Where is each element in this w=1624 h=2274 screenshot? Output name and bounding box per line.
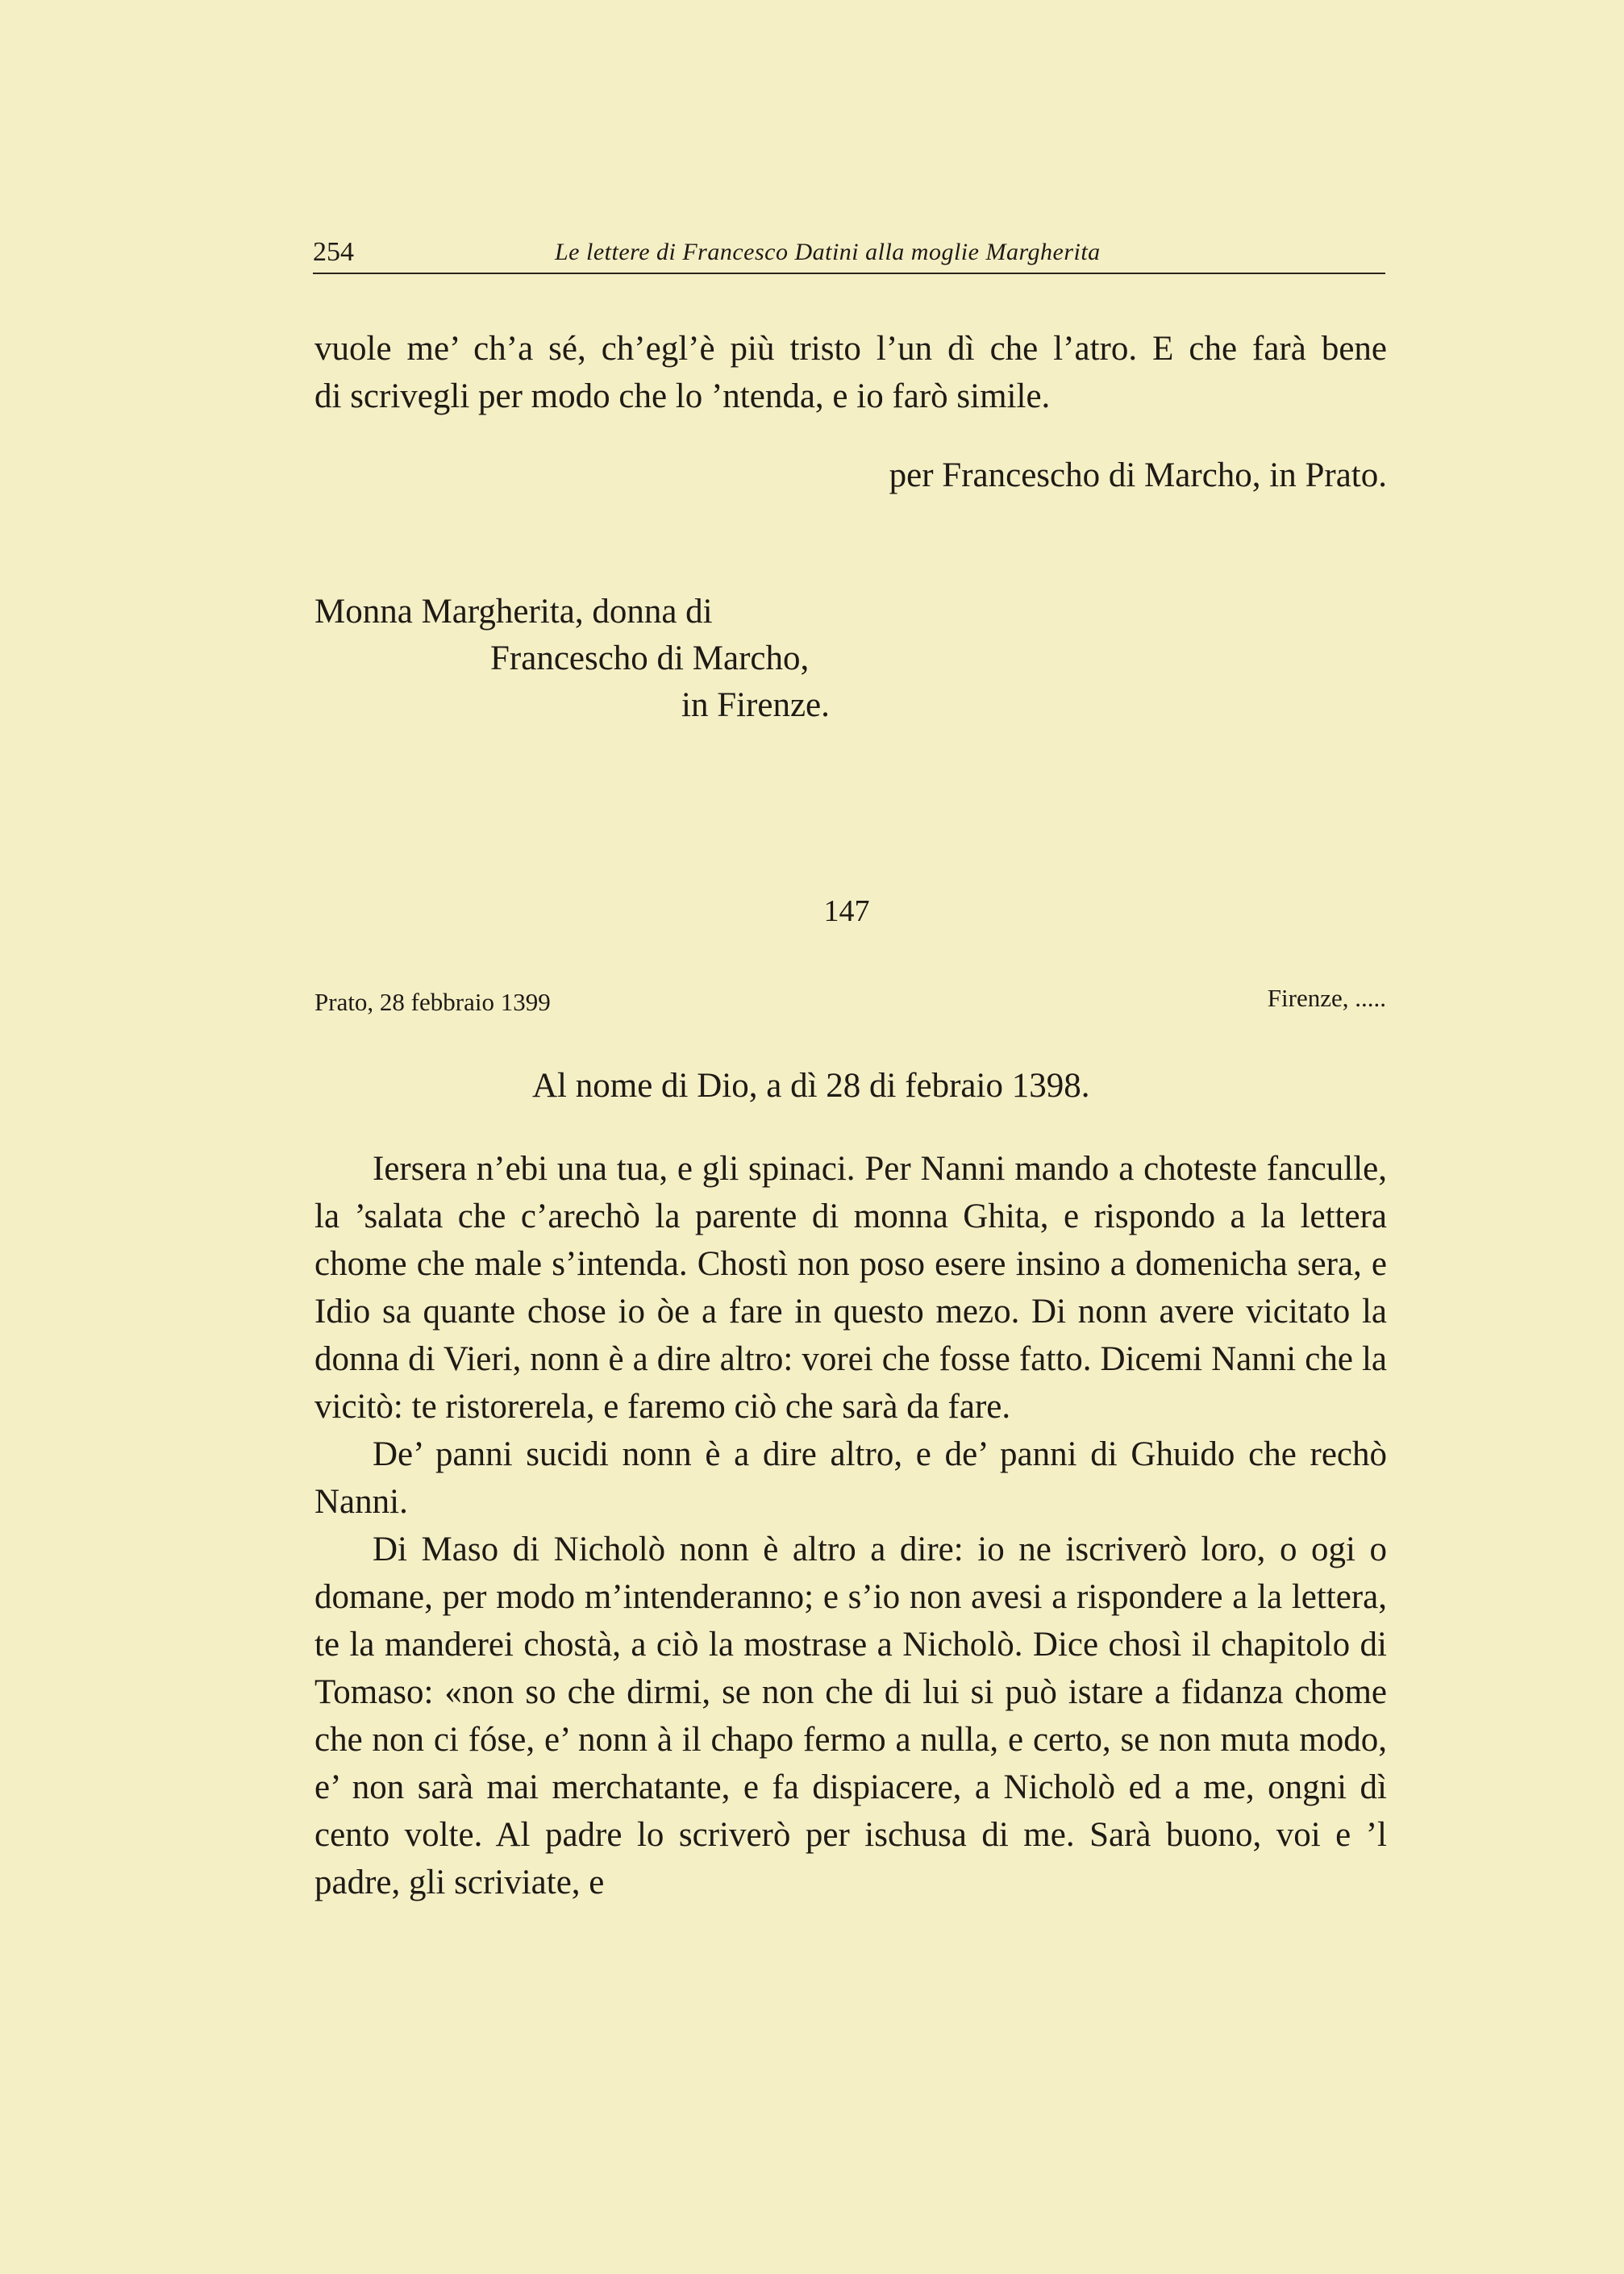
- letter-number: 147: [823, 894, 870, 928]
- previous-letter-line-1: vuole me’ ch’a sé, ch’egl’è più tristo l’un dì che l’atro. E che farà bene: [314, 330, 1387, 368]
- previous-letter-text: [314, 325, 1387, 420]
- previous-letter-closing: per Francescho di Marcho, in Prato.: [889, 456, 1387, 494]
- letter-body: [314, 1145, 1387, 1906]
- letter-salutation: Al nome di Dio, a dì 28 di febraio 1398.: [532, 1067, 1090, 1105]
- page-header: [313, 232, 1385, 274]
- letter-place-date: Prato, 28 febbraio 1399: [314, 988, 551, 1016]
- letter-paragraph: Iersera n’ebi una tua, e gli spinaci. Per Nanni mando a choteste fanculle, la ’salata che c’arechò la parente di monna Ghita, e rispondo a la lettera chome che male s’intenda. Chostì non poso esere insino a domenicha sera, e Idio sa quante chose io òe a fare in questo mezo. Di nonn avere vicitato la donna di Vieri, nonn è a dire altro: vorei che fosse fatto. Dicemi Nanni che la vicitò: te ristorerela, e faremo ciò che sarà da fare.: [314, 1150, 1387, 1426]
- address-line-2: Francescho di Marcho,: [490, 639, 810, 677]
- running-title: Le lettere di Francesco Datini alla moglie Margherita: [555, 239, 1101, 265]
- page-number: 254: [313, 237, 354, 267]
- letter-paragraph: De’ panni sucidi nonn è a dire altro, e de’ panni di Ghuido che rechò Nanni.: [314, 1435, 1387, 1521]
- address-line-1: Monna Margherita, donna di: [314, 593, 713, 631]
- letter-destination: Firenze, .....: [1267, 984, 1386, 1012]
- address-line-3: in Firenze.: [681, 686, 830, 724]
- previous-letter-line-2: di scrivegli per modo che lo ’ntenda, e io farò simile.: [314, 377, 1051, 415]
- letter-paragraph: Di Maso di Nicholò nonn è altro a dire: io ne iscriverò loro, o ogi o domane, per modo m’intenderanno; e s’io non avesi a rispondere a la lettera, te la manderei chostà, a ciò la mostrase a Nicholò. Dice chosì il chapitolo di Tomaso: «non so che dirmi, se non che di lui si può istare a fidanza chome che non ci fóse, e’ nonn à il chapo fermo a nulla, e certo, se non muta modo, e’ non sarà mai merchatante, e fa dispiacere, a Nicholò ed a me, ongni dì cento volte. Al padre lo scriverò per ischusa di me. Sarà buono, voi e ’l padre, gli scriviate, e: [314, 1531, 1387, 1901]
